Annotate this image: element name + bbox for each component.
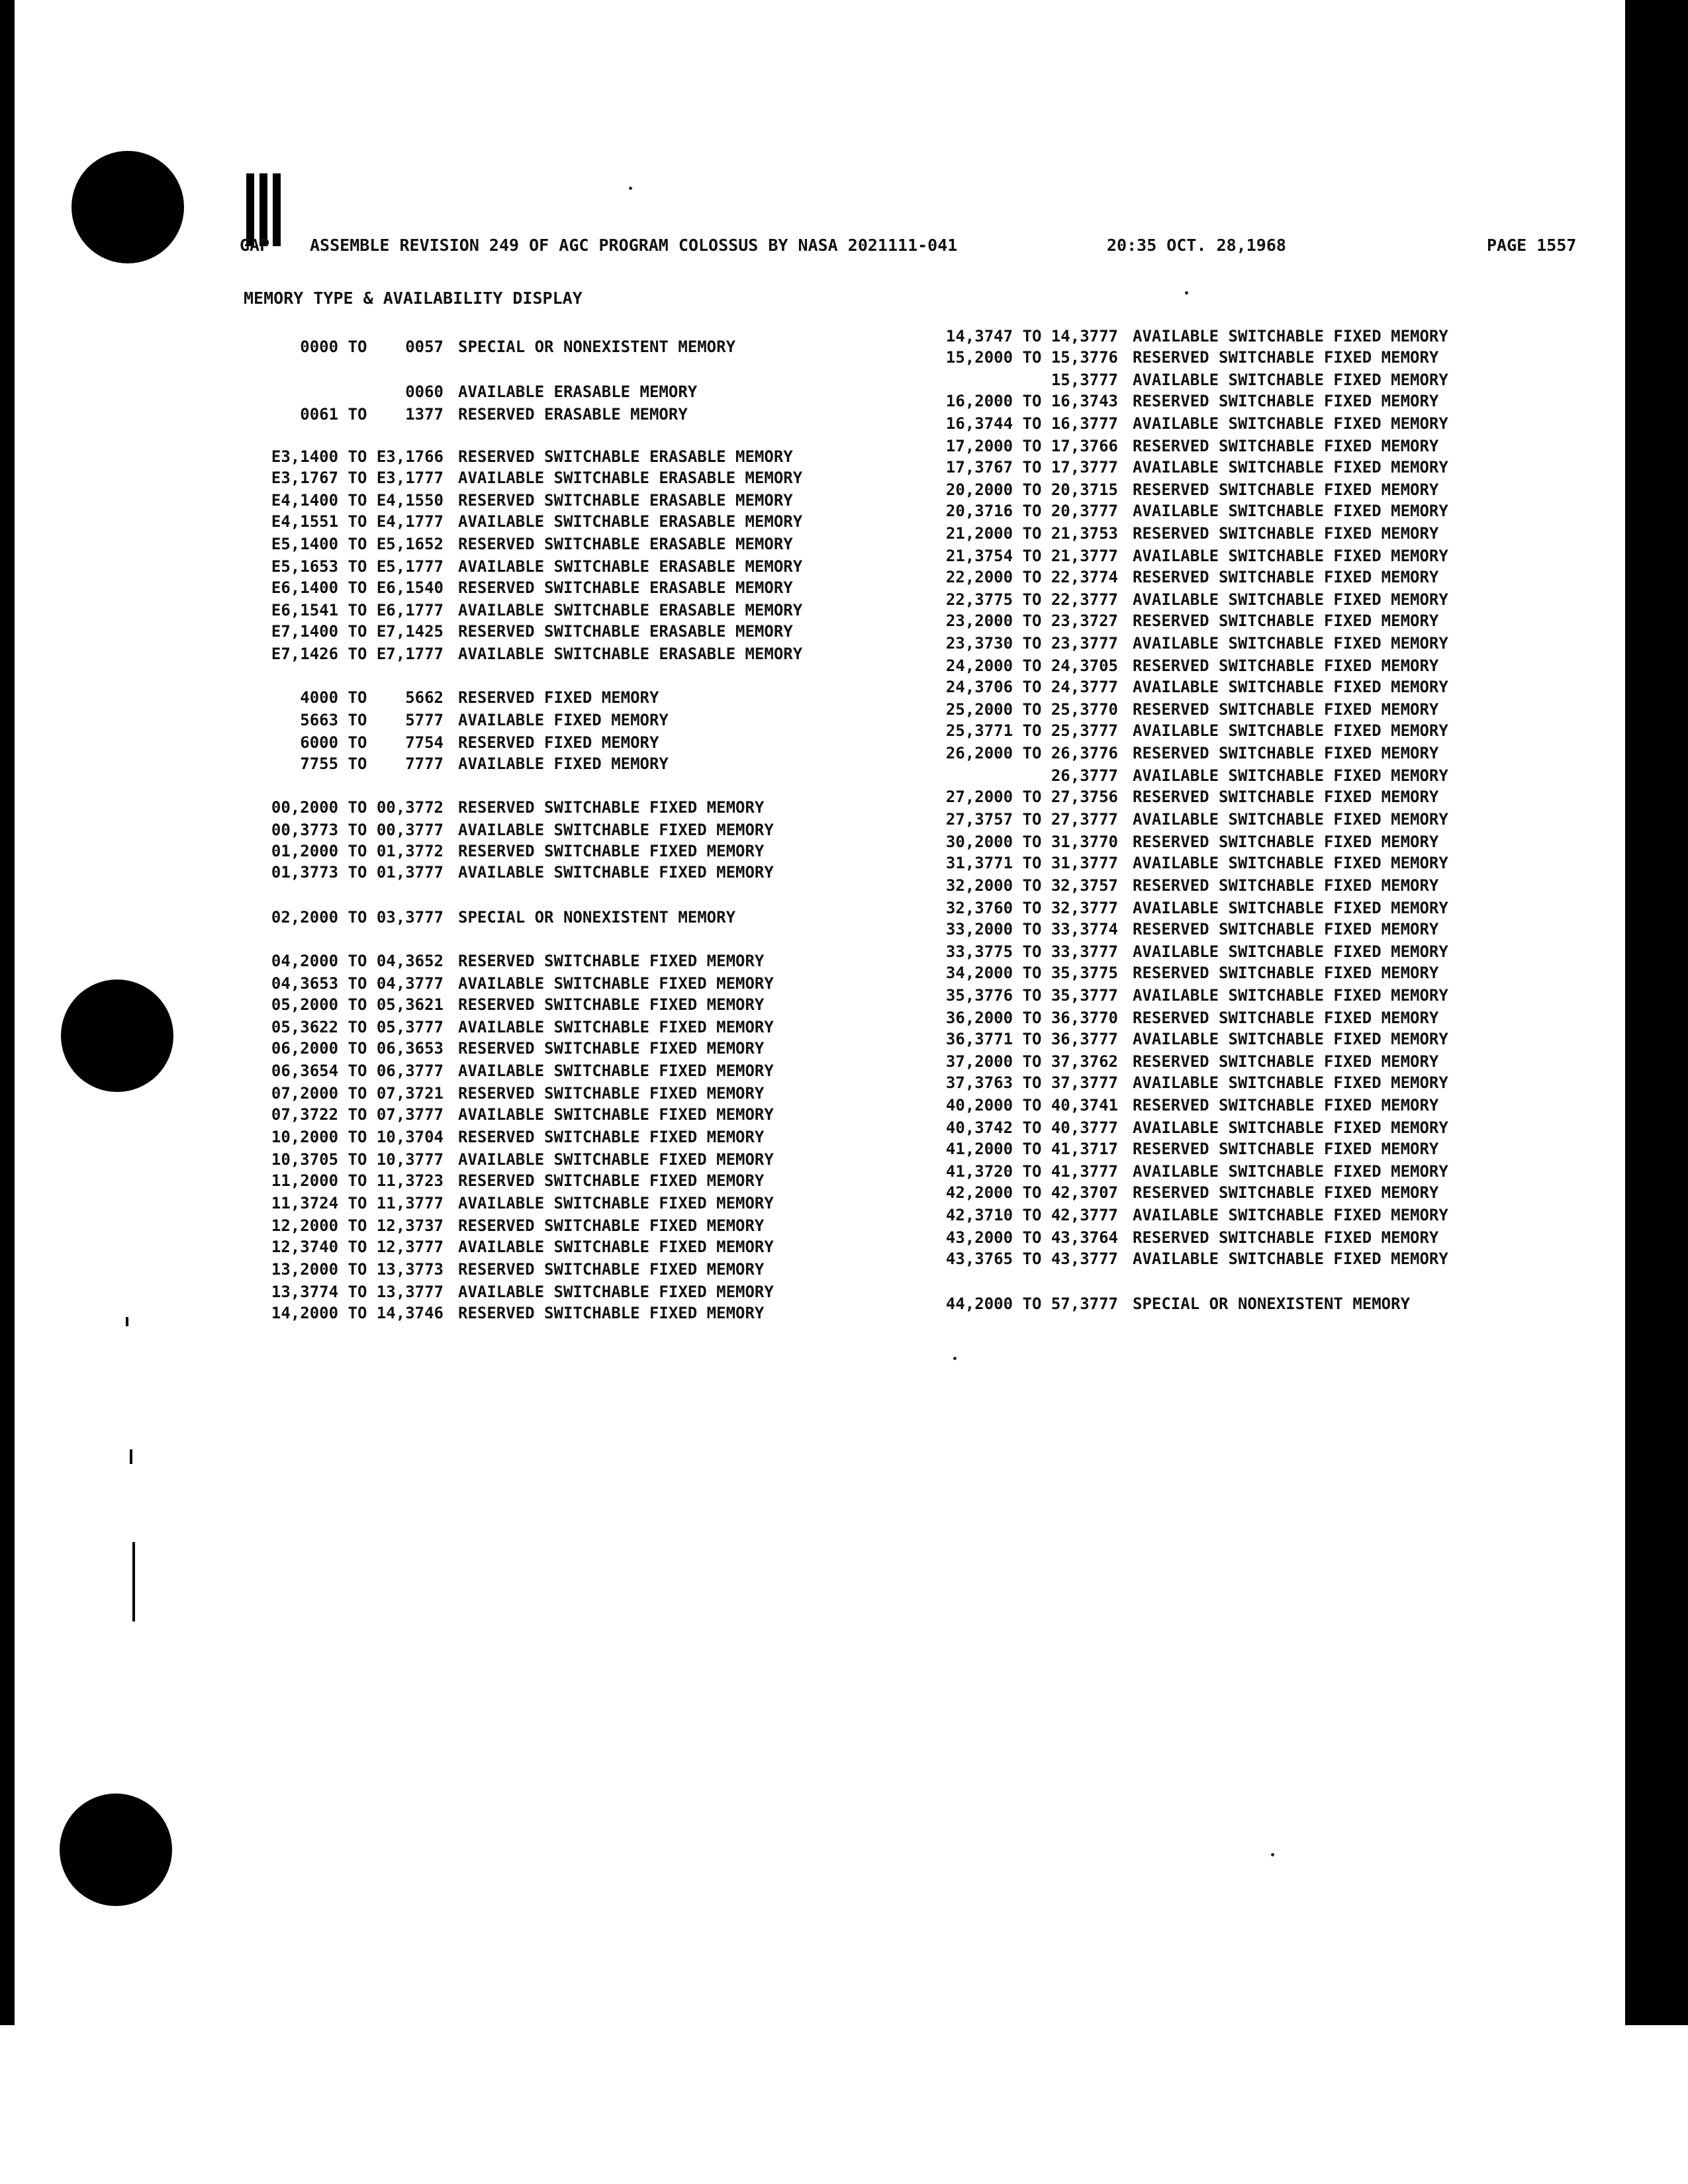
memory-description: AVAILABLE SWITCHABLE FIXED MEMORY xyxy=(1133,678,1448,696)
right-entry xyxy=(906,634,1448,653)
memory-description: RESERVED SWITCHABLE FIXED MEMORY xyxy=(1133,876,1439,895)
address-range: 15,3777 xyxy=(1051,371,1118,389)
memory-description: AVAILABLE SWITCHABLE FIXED MEMORY xyxy=(1133,899,1448,917)
memory-description: RESERVED SWITCHABLE FIXED MEMORY xyxy=(1133,1140,1439,1158)
address-range: 04,3653 TO 04,3777 xyxy=(271,974,444,993)
header-title: ASSEMBLE REVISION 249 OF AGC PROGRAM COLOSSUS BY NASA 2021111-041 xyxy=(310,236,958,255)
address-range: 20,2000 TO 20,3715 xyxy=(945,480,1118,499)
right-entry xyxy=(906,1250,1448,1268)
right-entry xyxy=(906,414,1448,433)
left-entry xyxy=(232,1171,764,1190)
right-entry xyxy=(906,348,1438,367)
address-range: 14,3747 TO 14,3777 xyxy=(945,327,1118,345)
left-entry xyxy=(232,995,764,1014)
memory-description: RESERVED SWITCHABLE FIXED MEMORY xyxy=(458,842,765,860)
memory-description: AVAILABLE SWITCHABLE FIXED MEMORY xyxy=(1133,371,1448,389)
memory-description: AVAILABLE ERASABLE MEMORY xyxy=(458,383,698,401)
memory-description: AVAILABLE SWITCHABLE FIXED MEMORY xyxy=(458,974,774,993)
address-range: 15,2000 TO 15,3776 xyxy=(945,348,1118,367)
margin-mark xyxy=(130,1449,132,1464)
address-range: 01,3773 TO 01,3777 xyxy=(271,863,444,882)
address-range: 13,2000 TO 13,3773 xyxy=(271,1260,444,1279)
left-entry xyxy=(232,491,793,510)
memory-description: RESERVED SWITCHABLE ERASABLE MEMORY xyxy=(458,622,793,641)
address-range: 21,3754 TO 21,3777 xyxy=(945,547,1118,565)
right-entry xyxy=(906,612,1438,630)
memory-description: AVAILABLE SWITCHABLE FIXED MEMORY xyxy=(458,1105,774,1124)
address-range: 14,2000 TO 14,3746 xyxy=(271,1304,444,1322)
address-range: 11,3724 TO 11,3777 xyxy=(271,1194,444,1212)
memory-description: RESERVED SWITCHABLE FIXED MEMORY xyxy=(1133,1228,1439,1247)
memory-description: RESERVED SWITCHABLE ERASABLE MEMORY xyxy=(458,447,793,466)
address-range: 26,3777 xyxy=(1051,766,1118,785)
memory-description: RESERVED SWITCHABLE FIXED MEMORY xyxy=(1133,788,1439,806)
address-range: 06,2000 TO 06,3653 xyxy=(271,1039,444,1058)
address-range: E7,1426 TO E7,1777 xyxy=(271,645,444,663)
memory-description: RESERVED SWITCHABLE FIXED MEMORY xyxy=(458,1084,765,1103)
margin-mark xyxy=(126,1317,128,1326)
memory-description: AVAILABLE SWITCHABLE FIXED MEMORY xyxy=(458,1283,774,1301)
left-entry xyxy=(232,1304,764,1322)
address-range: 07,2000 TO 07,3721 xyxy=(271,1084,444,1103)
address-range: 01,2000 TO 01,3772 xyxy=(271,842,444,860)
right-entry xyxy=(906,1295,1410,1313)
memory-description: AVAILABLE SWITCHABLE FIXED MEMORY xyxy=(1133,1030,1448,1048)
address-range: 0000 TO 0057 xyxy=(300,338,444,356)
address-range: 4000 TO 5662 xyxy=(300,688,444,707)
address-range: E5,1400 TO E5,1652 xyxy=(271,535,444,553)
address-range: 06,3654 TO 06,3777 xyxy=(271,1062,444,1080)
right-entry xyxy=(906,876,1438,895)
left-entry xyxy=(232,622,793,641)
address-range: 42,3710 TO 42,3777 xyxy=(945,1206,1118,1224)
punch-hole-bottom xyxy=(60,1794,172,1906)
memory-description: AVAILABLE SWITCHABLE FIXED MEMORY xyxy=(1133,327,1448,345)
right-entry xyxy=(906,766,1448,785)
header-timestamp: 20:35 OCT. 28,1968 xyxy=(1107,236,1286,255)
address-range: 16,3744 TO 16,3777 xyxy=(945,414,1118,433)
address-range: 26,2000 TO 26,3776 xyxy=(945,744,1118,762)
address-range: 32,2000 TO 32,3757 xyxy=(945,876,1118,895)
address-range: 25,3771 TO 25,3777 xyxy=(945,721,1118,740)
right-entry xyxy=(906,1162,1448,1181)
left-entry xyxy=(232,821,774,839)
address-range: 16,2000 TO 16,3743 xyxy=(945,392,1118,410)
left-entry xyxy=(232,535,793,553)
address-range: 33,2000 TO 33,3774 xyxy=(945,920,1118,938)
left-entry xyxy=(232,1216,764,1235)
address-range: 27,2000 TO 27,3756 xyxy=(945,788,1118,806)
address-range: E3,1767 TO E3,1777 xyxy=(271,469,444,487)
address-range: E5,1653 TO E5,1777 xyxy=(271,557,444,576)
memory-description: SPECIAL OR NONEXISTENT MEMORY xyxy=(458,338,736,356)
memory-description: AVAILABLE SWITCHABLE FIXED MEMORY xyxy=(1133,414,1448,433)
left-entry xyxy=(232,1062,774,1080)
right-entry xyxy=(906,547,1448,565)
memory-description: RESERVED SWITCHABLE FIXED MEMORY xyxy=(458,1216,765,1235)
address-range: E4,1551 TO E4,1777 xyxy=(271,512,444,531)
right-entry xyxy=(906,524,1438,543)
right-entry xyxy=(906,502,1448,520)
header-code: GAP xyxy=(240,236,270,255)
left-entry xyxy=(232,1018,774,1036)
memory-description: RESERVED SWITCHABLE FIXED MEMORY xyxy=(1133,480,1439,499)
left-entry xyxy=(232,512,802,531)
memory-description: RESERVED SWITCHABLE FIXED MEMORY xyxy=(1133,437,1439,455)
left-entry xyxy=(232,447,793,466)
right-entry xyxy=(906,1183,1438,1202)
memory-description: AVAILABLE SWITCHABLE FIXED MEMORY xyxy=(1133,986,1448,1005)
address-range: 05,3622 TO 05,3777 xyxy=(271,1018,444,1036)
right-entry xyxy=(906,1140,1438,1158)
left-entry xyxy=(232,754,669,773)
address-range: 05,2000 TO 05,3621 xyxy=(271,995,444,1014)
left-entry xyxy=(232,1150,774,1169)
address-range: 22,3775 TO 22,3777 xyxy=(945,590,1118,609)
address-range: 23,2000 TO 23,3727 xyxy=(945,612,1118,630)
address-range: 32,3760 TO 32,3777 xyxy=(945,899,1118,917)
memory-description: RESERVED SWITCHABLE FIXED MEMORY xyxy=(1133,1009,1439,1027)
memory-description: AVAILABLE SWITCHABLE FIXED MEMORY xyxy=(1133,1206,1448,1224)
left-entry xyxy=(232,557,802,576)
memory-description: RESERVED SWITCHABLE FIXED MEMORY xyxy=(1133,1052,1439,1071)
address-range: 40,3742 TO 40,3777 xyxy=(945,1118,1118,1137)
memory-description: AVAILABLE FIXED MEMORY xyxy=(458,754,669,773)
right-entry xyxy=(906,590,1448,609)
memory-description: AVAILABLE SWITCHABLE FIXED MEMORY xyxy=(1133,942,1448,961)
memory-description: RESERVED SWITCHABLE FIXED MEMORY xyxy=(1133,964,1439,982)
memory-description: RESERVED SWITCHABLE FIXED MEMORY xyxy=(458,1171,765,1190)
address-range: 13,3774 TO 13,3777 xyxy=(271,1283,444,1301)
right-entry xyxy=(906,899,1448,917)
memory-description: AVAILABLE SWITCHABLE FIXED MEMORY xyxy=(1133,766,1448,785)
memory-description: RESERVED SWITCHABLE FIXED MEMORY xyxy=(458,1039,765,1058)
address-range: 40,2000 TO 40,3741 xyxy=(945,1096,1118,1115)
right-entry xyxy=(906,1052,1438,1071)
address-range: 04,2000 TO 04,3652 xyxy=(271,952,444,970)
right-entry xyxy=(906,1073,1448,1092)
memory-description: RESERVED SWITCHABLE FIXED MEMORY xyxy=(1133,612,1439,630)
address-range: 10,3705 TO 10,3777 xyxy=(271,1150,444,1169)
left-entry xyxy=(232,1283,774,1301)
memory-description: AVAILABLE SWITCHABLE FIXED MEMORY xyxy=(1133,1250,1448,1268)
memory-description: RESERVED SWITCHABLE FIXED MEMORY xyxy=(1133,657,1439,675)
memory-description: AVAILABLE SWITCHABLE FIXED MEMORY xyxy=(1133,590,1448,609)
left-entry xyxy=(232,338,735,356)
speck xyxy=(953,1357,957,1360)
right-entry xyxy=(906,1206,1448,1224)
memory-description: RESERVED SWITCHABLE FIXED MEMORY xyxy=(458,1128,765,1146)
right-entry xyxy=(906,1096,1438,1115)
right-entry xyxy=(906,721,1448,740)
address-range: 12,3740 TO 12,3777 xyxy=(271,1238,444,1256)
address-range: 41,2000 TO 41,3717 xyxy=(945,1140,1118,1158)
memory-description: RESERVED SWITCHABLE ERASABLE MEMORY xyxy=(458,578,793,597)
left-entry xyxy=(232,645,802,663)
address-range: 27,3757 TO 27,3777 xyxy=(945,810,1118,829)
memory-description: AVAILABLE SWITCHABLE FIXED MEMORY xyxy=(458,1194,774,1212)
memory-description: RESERVED SWITCHABLE FIXED MEMORY xyxy=(458,995,765,1014)
memory-description: RESERVED SWITCHABLE FIXED MEMORY xyxy=(1133,920,1439,938)
right-entry xyxy=(906,392,1438,410)
memory-description: AVAILABLE SWITCHABLE FIXED MEMORY xyxy=(458,1018,774,1036)
page-number: PAGE 1557 xyxy=(1487,236,1577,255)
left-entry xyxy=(232,405,688,424)
left-entry xyxy=(232,1194,774,1212)
right-entry xyxy=(906,1118,1448,1137)
address-range: 43,3765 TO 43,3777 xyxy=(945,1250,1118,1268)
memory-description: AVAILABLE SWITCHABLE FIXED MEMORY xyxy=(458,821,774,839)
memory-description: AVAILABLE SWITCHABLE ERASABLE MEMORY xyxy=(458,512,803,531)
right-entry xyxy=(906,986,1448,1005)
address-range: E3,1400 TO E3,1766 xyxy=(271,447,444,466)
right-entry xyxy=(906,327,1448,345)
memory-description: RESERVED SWITCHABLE FIXED MEMORY xyxy=(1133,392,1439,410)
memory-description: RESERVED SWITCHABLE FIXED MEMORY xyxy=(458,1304,765,1322)
address-range: 23,3730 TO 23,3777 xyxy=(945,634,1118,653)
address-range: 0061 TO 1377 xyxy=(300,405,444,424)
right-entry xyxy=(906,371,1448,389)
memory-description: AVAILABLE SWITCHABLE FIXED MEMORY xyxy=(1133,1162,1448,1181)
scan-border-left xyxy=(0,0,15,2025)
right-entry xyxy=(906,700,1438,719)
punch-hole-top xyxy=(71,151,184,263)
right-entry xyxy=(906,1009,1438,1027)
address-range: 36,2000 TO 36,3770 xyxy=(945,1009,1118,1027)
memory-description: AVAILABLE SWITCHABLE FIXED MEMORY xyxy=(1133,721,1448,740)
left-entry xyxy=(232,1238,774,1256)
memory-description: AVAILABLE SWITCHABLE FIXED MEMORY xyxy=(1133,458,1448,477)
memory-description: RESERVED SWITCHABLE FIXED MEMORY xyxy=(1133,833,1439,851)
left-entry xyxy=(232,688,659,707)
address-range: 34,2000 TO 35,3775 xyxy=(945,964,1118,982)
address-range: 41,3720 TO 41,3777 xyxy=(945,1162,1118,1181)
speck xyxy=(629,187,632,190)
address-range: 10,2000 TO 10,3704 xyxy=(271,1128,444,1146)
memory-description: RESERVED FIXED MEMORY xyxy=(458,733,659,752)
memory-description: RESERVED SWITCHABLE FIXED MEMORY xyxy=(1133,1183,1439,1202)
left-entry xyxy=(232,863,774,882)
right-entry xyxy=(906,854,1448,872)
memory-description: AVAILABLE SWITCHABLE FIXED MEMORY xyxy=(458,1150,774,1169)
memory-description: AVAILABLE SWITCHABLE FIXED MEMORY xyxy=(458,863,774,882)
memory-description: AVAILABLE SWITCHABLE FIXED MEMORY xyxy=(1133,854,1448,872)
left-entry xyxy=(232,908,735,927)
address-range: 20,3716 TO 20,3777 xyxy=(945,502,1118,520)
left-entry xyxy=(232,842,764,860)
left-entry xyxy=(232,1084,764,1103)
address-range: 36,3771 TO 36,3777 xyxy=(945,1030,1118,1048)
address-range: E4,1400 TO E4,1550 xyxy=(271,491,444,510)
left-entry xyxy=(232,952,764,970)
memory-description: RESERVED SWITCHABLE FIXED MEMORY xyxy=(458,798,765,817)
memory-description: AVAILABLE SWITCHABLE FIXED MEMORY xyxy=(458,1062,774,1080)
right-entry xyxy=(906,437,1438,455)
address-range: 30,2000 TO 31,3770 xyxy=(945,833,1118,851)
right-entry xyxy=(906,1228,1438,1247)
address-range: 12,2000 TO 12,3737 xyxy=(271,1216,444,1235)
address-range: 22,2000 TO 22,3774 xyxy=(945,568,1118,586)
left-entry xyxy=(232,578,793,597)
memory-description: AVAILABLE SWITCHABLE FIXED MEMORY xyxy=(1133,502,1448,520)
memory-description: SPECIAL OR NONEXISTENT MEMORY xyxy=(458,908,736,927)
right-entry xyxy=(906,1030,1448,1048)
memory-description: RESERVED SWITCHABLE FIXED MEMORY xyxy=(1133,1096,1439,1115)
left-entry xyxy=(232,798,764,817)
address-range: E6,1400 TO E6,1540 xyxy=(271,578,444,597)
memory-description: RESERVED SWITCHABLE FIXED MEMORY xyxy=(1133,568,1439,586)
address-range: 37,3763 TO 37,3777 xyxy=(945,1073,1118,1092)
address-range: 7755 TO 7777 xyxy=(300,754,444,773)
right-entry xyxy=(906,788,1438,806)
memory-description: RESERVED SWITCHABLE ERASABLE MEMORY xyxy=(458,491,793,510)
page-subtitle: MEMORY TYPE & AVAILABILITY DISPLAY xyxy=(244,289,583,308)
right-entry xyxy=(906,657,1438,675)
speck xyxy=(1185,291,1188,295)
left-entry xyxy=(232,1260,764,1279)
right-entry xyxy=(906,920,1438,938)
right-entry xyxy=(906,458,1448,477)
address-range: 07,3722 TO 07,3777 xyxy=(271,1105,444,1124)
right-entry xyxy=(906,744,1438,762)
address-range: E6,1541 TO E6,1777 xyxy=(271,601,444,619)
right-entry xyxy=(906,568,1438,586)
address-range: 42,2000 TO 42,3707 xyxy=(945,1183,1118,1202)
right-entry xyxy=(906,942,1448,961)
address-range: 11,2000 TO 11,3723 xyxy=(271,1171,444,1190)
margin-mark xyxy=(132,1542,135,1621)
memory-description: RESERVED SWITCHABLE FIXED MEMORY xyxy=(1133,524,1439,543)
address-range: 0060 xyxy=(405,383,444,401)
scan-border-right xyxy=(1625,0,1688,2025)
memory-description: RESERVED FIXED MEMORY xyxy=(458,688,659,707)
memory-description: RESERVED ERASABLE MEMORY xyxy=(458,405,688,424)
left-entry xyxy=(232,974,774,993)
address-range: 17,2000 TO 17,3766 xyxy=(945,437,1118,455)
address-range: 25,2000 TO 25,3770 xyxy=(945,700,1118,719)
address-range: 5663 TO 5777 xyxy=(300,711,444,729)
memory-description: AVAILABLE SWITCHABLE ERASABLE MEMORY xyxy=(458,601,803,619)
memory-description: RESERVED SWITCHABLE FIXED MEMORY xyxy=(1133,700,1439,719)
address-range: E7,1400 TO E7,1425 xyxy=(271,622,444,641)
memory-description: RESERVED SWITCHABLE FIXED MEMORY xyxy=(1133,744,1439,762)
address-range: 33,3775 TO 33,3777 xyxy=(945,942,1118,961)
speck xyxy=(1271,1853,1274,1856)
address-range: 35,3776 TO 35,3777 xyxy=(945,986,1118,1005)
right-entry xyxy=(906,833,1438,851)
address-range: 24,2000 TO 24,3705 xyxy=(945,657,1118,675)
address-range: 17,3767 TO 17,3777 xyxy=(945,458,1118,477)
left-entry xyxy=(232,469,802,487)
address-range: 44,2000 TO 57,3777 xyxy=(945,1295,1118,1313)
memory-description: AVAILABLE SWITCHABLE FIXED MEMORY xyxy=(1133,810,1448,829)
right-entry xyxy=(906,678,1448,696)
memory-description: AVAILABLE FIXED MEMORY xyxy=(458,711,669,729)
right-entry xyxy=(906,480,1438,499)
left-entry xyxy=(232,383,697,401)
address-range: 24,3706 TO 24,3777 xyxy=(945,678,1118,696)
left-entry xyxy=(232,733,659,752)
memory-description: AVAILABLE SWITCHABLE FIXED MEMORY xyxy=(1133,1073,1448,1092)
memory-description: RESERVED SWITCHABLE ERASABLE MEMORY xyxy=(458,535,793,553)
left-entry xyxy=(232,1039,764,1058)
memory-description: AVAILABLE SWITCHABLE FIXED MEMORY xyxy=(1133,547,1448,565)
memory-description: RESERVED SWITCHABLE FIXED MEMORY xyxy=(1133,348,1439,367)
address-range: 02,2000 TO 03,3777 xyxy=(271,908,444,927)
memory-description: SPECIAL OR NONEXISTENT MEMORY xyxy=(1133,1295,1411,1313)
memory-description: AVAILABLE SWITCHABLE ERASABLE MEMORY xyxy=(458,469,803,487)
memory-description: AVAILABLE SWITCHABLE ERASABLE MEMORY xyxy=(458,645,803,663)
address-range: 31,3771 TO 31,3777 xyxy=(945,854,1118,872)
right-entry xyxy=(906,810,1448,829)
memory-description: AVAILABLE SWITCHABLE FIXED MEMORY xyxy=(1133,634,1448,653)
address-range: 00,3773 TO 00,3777 xyxy=(271,821,444,839)
left-entry xyxy=(232,1128,764,1146)
memory-description: AVAILABLE SWITCHABLE FIXED MEMORY xyxy=(458,1238,774,1256)
address-range: 43,2000 TO 43,3764 xyxy=(945,1228,1118,1247)
memory-description: AVAILABLE SWITCHABLE FIXED MEMORY xyxy=(1133,1118,1448,1137)
address-range: 37,2000 TO 37,3762 xyxy=(945,1052,1118,1071)
memory-description: AVAILABLE SWITCHABLE ERASABLE MEMORY xyxy=(458,557,803,576)
left-entry xyxy=(232,1105,774,1124)
left-entry xyxy=(232,601,802,619)
left-entry xyxy=(232,711,669,729)
address-range: 00,2000 TO 00,3772 xyxy=(271,798,444,817)
memory-description: RESERVED SWITCHABLE FIXED MEMORY xyxy=(458,1260,765,1279)
punch-hole-middle xyxy=(61,979,173,1092)
memory-description: RESERVED SWITCHABLE FIXED MEMORY xyxy=(458,952,765,970)
right-entry xyxy=(906,964,1438,982)
address-range: 6000 TO 7754 xyxy=(300,733,444,752)
address-range: 21,2000 TO 21,3753 xyxy=(945,524,1118,543)
